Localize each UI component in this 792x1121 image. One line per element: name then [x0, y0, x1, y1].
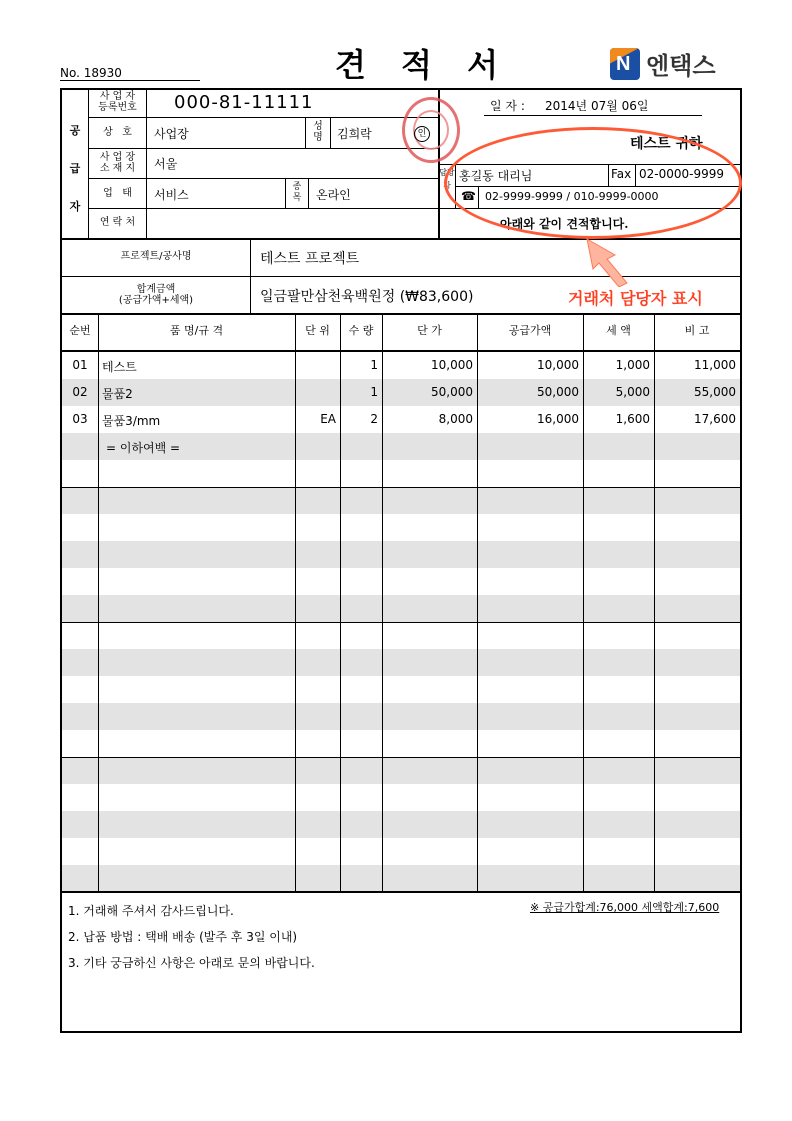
document-number: No. 18930: [60, 66, 122, 80]
table-row: [62, 595, 740, 622]
table-row: [62, 487, 740, 514]
table-row: [62, 568, 740, 595]
contact-label: 연 락 처: [99, 217, 136, 228]
table-cell-note: 55,000: [694, 385, 736, 399]
project-label: 프로젝트/공사명: [120, 251, 192, 262]
number-underline: [60, 80, 200, 81]
recipient: 테스트 귀하: [630, 136, 703, 152]
table-row: [62, 649, 740, 676]
table-cell-price: 10,000: [431, 358, 473, 372]
table-row: [62, 703, 740, 730]
manager-value: 홍길동 대리님: [459, 169, 533, 183]
company-value: 사업장: [154, 127, 189, 141]
reg-number-value: 000-81-11111: [174, 92, 314, 113]
date-label: 일 자 :: [490, 99, 525, 113]
page-title: 견 적 서: [335, 46, 511, 84]
table-cell-unit: EA: [320, 412, 336, 426]
manager-label: 담당자: [439, 168, 455, 190]
table-cell-no: 01: [72, 358, 88, 372]
phone-icon: ☎: [461, 189, 476, 203]
footer-note-1: 1. 거래해 주셔서 감사드립니다.: [68, 904, 234, 918]
table-header-cell: 품 명/규 격: [169, 324, 224, 337]
table-row: [62, 784, 740, 811]
address-label: 사 업 장 소 재 지: [99, 152, 136, 174]
total-label: 합계금액 (공급가액+세액): [118, 284, 194, 306]
table-row: [62, 514, 740, 541]
logo-text: 엔택스: [646, 52, 716, 80]
company-label: 상 호: [103, 127, 132, 138]
name-label: 성 명: [313, 121, 323, 143]
fax-value: 02-0000-9999: [639, 167, 725, 181]
company-stamp-icon: [402, 97, 460, 163]
table-row: [62, 622, 740, 649]
item-value: 온라인: [316, 188, 351, 202]
table-cell-name: 물품2: [102, 387, 133, 401]
reg-number-label: 사 업 자 등록번호: [98, 91, 137, 113]
table-cell-no: 02: [72, 385, 88, 399]
business-label: 업 태: [103, 188, 132, 199]
project-value: 테스트 프로젝트: [260, 251, 360, 267]
table-cell-name: 물품3/mm: [102, 414, 161, 428]
business-value: 서비스: [154, 188, 189, 202]
supplier-side-label: 공 급 자: [69, 124, 81, 213]
table-cell-tax: 1,600: [615, 412, 650, 426]
table-header-cell: 수 량: [348, 324, 374, 337]
table-cell-name: = 이하여백 =: [106, 441, 181, 455]
table-header-cell: 단 위: [305, 324, 330, 337]
item-label: 종 목: [292, 182, 302, 203]
table-cell-price: 8,000: [438, 412, 473, 426]
summary-totals: ※ 공급가합계:76,000 세액합계:7,600: [530, 901, 720, 914]
table-header-cell: 세 액: [606, 324, 631, 337]
total-value: 일금팔만삼천육백원정 (₩83,600): [260, 289, 474, 305]
table-row: [62, 838, 740, 865]
table-row: [62, 460, 740, 487]
table-cell-name: 테스트: [102, 360, 137, 374]
table-row: [62, 541, 740, 568]
table-cell-no: 03: [72, 412, 88, 426]
table-row: [62, 730, 740, 757]
table-row: [62, 865, 740, 892]
table-header-cell: 단 가: [417, 324, 442, 337]
highlight-oval: [444, 127, 742, 239]
table-cell-supply: 50,000: [537, 385, 579, 399]
table-header-cell: 비 고: [684, 324, 710, 337]
address-value: 서울: [154, 157, 178, 171]
table-header-cell: 순번: [69, 324, 91, 337]
table-header-cell: 공급가액: [508, 324, 552, 337]
table-cell-tax: 1,000: [615, 358, 650, 372]
table-row: [62, 811, 740, 838]
table-row: [62, 676, 740, 703]
table-cell-price: 50,000: [431, 385, 473, 399]
estimate-notice: 아래와 같이 견적합니다.: [500, 217, 629, 231]
arrow-icon: [585, 237, 645, 287]
date-value: 2014년 07월 06일: [545, 99, 649, 113]
company-logo: [610, 46, 716, 81]
table-cell-qty: 1: [370, 385, 378, 399]
fax-label: Fax: [611, 167, 632, 181]
footer-note-3: 3. 기타 궁금하신 사항은 아래로 문의 바랍니다.: [68, 956, 315, 970]
footer-note-2: 2. 납품 방법 : 택배 배송 (발주 후 3일 이내): [68, 930, 298, 944]
table-cell-tax: 5,000: [615, 385, 650, 399]
phone-value: 02-9999-9999 / 010-9999-0000: [485, 190, 659, 203]
table-cell-supply: 16,000: [537, 412, 579, 426]
table-cell-qty: 1: [370, 358, 378, 372]
table-cell-note: 17,600: [694, 412, 736, 426]
n-logo-icon: N: [610, 48, 640, 80]
annotation-label: 거래처 담당자 표시: [568, 289, 703, 308]
table-row: [62, 757, 740, 784]
name-value: 김희락: [337, 127, 372, 141]
table-cell-qty: 2: [370, 412, 378, 426]
seal-mark: 인: [414, 126, 430, 142]
table-cell-note: 11,000: [694, 358, 736, 372]
table-cell-supply: 10,000: [537, 358, 579, 372]
